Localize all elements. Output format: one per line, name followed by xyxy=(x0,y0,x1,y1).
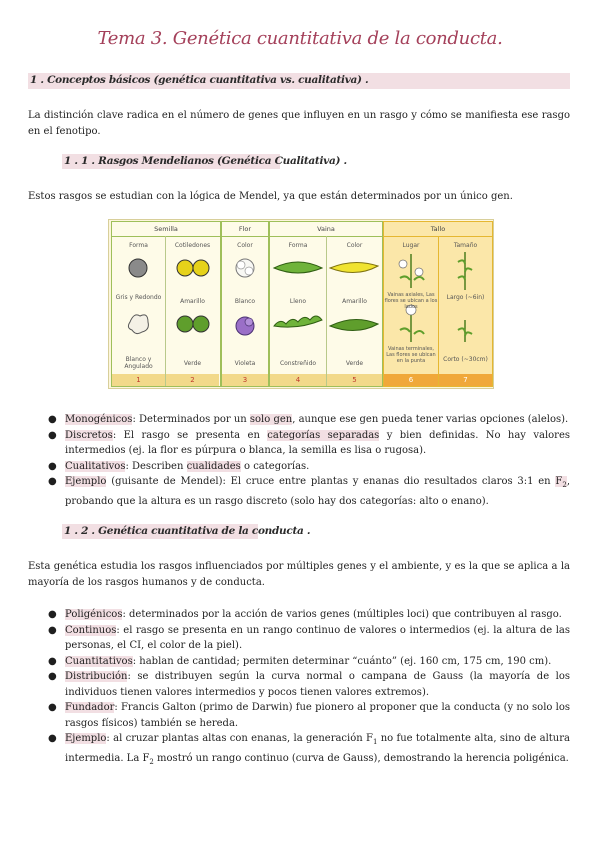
col-tamano-head: Tamaño xyxy=(453,242,478,249)
subsection-1-heading: 1 . 1 . Rasgos Mendelianos (Genética Cualitativa) . xyxy=(64,155,347,167)
green-cotyledon-icon xyxy=(193,316,209,332)
subsection-2-heading: 1 . 2 . Genética cuantitativa de la conducta . xyxy=(64,525,311,537)
col-forma-head: Forma xyxy=(129,242,148,249)
list-item: ● Distribución: se distribuyen según la curva normal o campana de Gauss (la mayoría de los individuos tienen valores intermedios y pocos tienen valores extremos). xyxy=(48,671,570,698)
forma-top-label: Gris y Redondo xyxy=(115,294,162,301)
leaf-icon xyxy=(458,260,472,280)
leaf-icon xyxy=(400,328,424,334)
page-title: Tema 3. Genética cuantitativa de la conducta. xyxy=(97,28,503,49)
flor-bottom-label: Violeta xyxy=(234,360,256,367)
vaina-forma-bottom-label: Constreñido xyxy=(279,360,317,367)
list-item: ● Ejemplo (guisante de Mendel): El cruce entre plantas y enanas dio resultados claros 3:1 en $F_2$, probando que la altura es un rasgo discreto (solo hay dos categorías: alto o enano). xyxy=(48,476,570,507)
group-semilla-title: Semilla xyxy=(112,222,220,237)
group-flor-title: Flor xyxy=(222,222,268,237)
vaina-color-top-label: Amarillo xyxy=(342,298,367,305)
list-item: ● Fundador: Francis Galton (primo de Darwin) fue pionero al proponer que la conducta (y no solo los rasgos físicos) también se hereda. xyxy=(48,702,570,729)
vaina-forma-top-label: Lleno xyxy=(289,298,307,305)
list-item: ● Cualitativos: Describen cualidades o categorías. xyxy=(48,460,310,472)
trait-number: 1 xyxy=(112,374,165,386)
round-seed-icon xyxy=(129,259,147,277)
col-color-head: Color xyxy=(237,242,253,249)
cotiledones-top-label: Amarillo xyxy=(180,298,205,305)
section-1-intro: La distinción clave radica en el número de genes que influyen en un rasgo y cómo se manifiesta ese rasgo en el fenotipo. xyxy=(28,110,570,137)
col-lugar-head: Lugar xyxy=(402,242,420,249)
cotiledones-bottom-label: Verde xyxy=(183,360,202,367)
group-semilla xyxy=(111,221,221,387)
section-1-heading: 1 . Conceptos básicos (genética cuantitativa vs. cualitativa) . xyxy=(30,74,369,86)
petal-icon xyxy=(245,267,253,275)
list-item: ● Ejemplo: al cruzar plantas altas con enanas, la generación $F_1$ no fue totalmente alta, sino de altura intermedia. La $F_2$ mostró un rango continuo (curva de Gauss), demostrando la herencia poligénica. xyxy=(48,733,570,766)
group-flor xyxy=(221,221,269,387)
flower-icon xyxy=(399,260,407,268)
forma-bottom-label: Blanco y Angulado xyxy=(124,356,153,370)
vaina-color-bottom-label: Verde xyxy=(345,360,364,367)
yellow-cotyledon-icon xyxy=(177,260,193,276)
list-item: ● Continuos: el rasgo se presenta en un rango continuo de valores o intermedios (ej. la altura de las personas, el CI, el color de la piel). xyxy=(48,624,570,651)
flor-top-label: Blanco xyxy=(234,298,256,305)
full-pod-icon xyxy=(274,262,322,273)
constricted-pod-icon xyxy=(274,316,322,327)
col-color-head: Color xyxy=(346,242,363,249)
wrinkled-seed-icon xyxy=(128,315,148,334)
trait-number: 7 xyxy=(439,374,492,386)
quantitative-bullet-list xyxy=(48,607,570,770)
list-item: ● Discretos: El rasgo se presenta en categorías separadas y bien definidas. No hay valores intermedios (ej. la flor es púrpura o blanca, la semilla es lisa o rugosa). xyxy=(48,429,571,456)
group-vaina-title: Vaina xyxy=(270,222,382,237)
green-cotyledon-icon xyxy=(177,316,193,332)
semilla-drawings xyxy=(112,250,220,360)
flower-icon xyxy=(415,268,423,276)
tallo-lugar-bottom-label: Vainas terminales, Las flores se ubican en la punta xyxy=(386,346,436,364)
col-forma-head: Forma xyxy=(288,242,308,249)
tallo-lugar-top-label: Vainas axiales, Las flores se ubican a los lados xyxy=(384,292,438,310)
green-pod-icon xyxy=(330,319,378,330)
petal-icon xyxy=(237,261,245,269)
tallo-tamano-top-label: Largo (~6in) xyxy=(446,294,485,301)
group-tallo xyxy=(383,221,493,387)
subsection-1-intro: Estos rasgos se estudian con la lógica de Mendel, ya que están determinados por un único gen. xyxy=(28,191,513,202)
trait-number: 2 xyxy=(166,374,219,386)
mendel-traits-figure xyxy=(108,219,494,389)
list-item: ● Cuantitativos: hablan de cantidad; permiten determinar “cuánto” (ej. 160 cm, 175 cm, 190 cm). xyxy=(48,655,552,667)
list-item: ● Monogénicos: Determinados por un solo gen, aunque ese gen pueda tener varias opciones (alelos). xyxy=(48,414,569,425)
subsection-2-intro: Esta genética estudia los rasgos influenciados por múltiples genes y el ambiente, y es la que se aplica a la mayoría de los rasgos humanos y de conducta. xyxy=(28,561,570,588)
trait-number: 6 xyxy=(384,374,438,386)
col-cotiledones-head: Cotiledones xyxy=(174,242,211,249)
group-vaina xyxy=(269,221,383,387)
yellow-cotyledon-icon xyxy=(193,260,209,276)
list-item: ● Poligénicos: determinados por la acción de varios genes (múltiples loci) que contribuyen al rasgo. xyxy=(48,609,562,620)
trait-number: 3 xyxy=(222,374,268,386)
leaf-icon xyxy=(400,276,424,280)
yellow-pod-icon xyxy=(330,262,378,272)
trait-number: 4 xyxy=(270,374,326,386)
tallo-tamano-bottom-label: Corto (~30cm) xyxy=(443,356,488,363)
petal-icon xyxy=(245,318,253,326)
group-tallo-title: Tallo xyxy=(384,222,492,237)
mendelian-bullet-list xyxy=(48,412,570,509)
trait-number: 5 xyxy=(327,374,382,386)
